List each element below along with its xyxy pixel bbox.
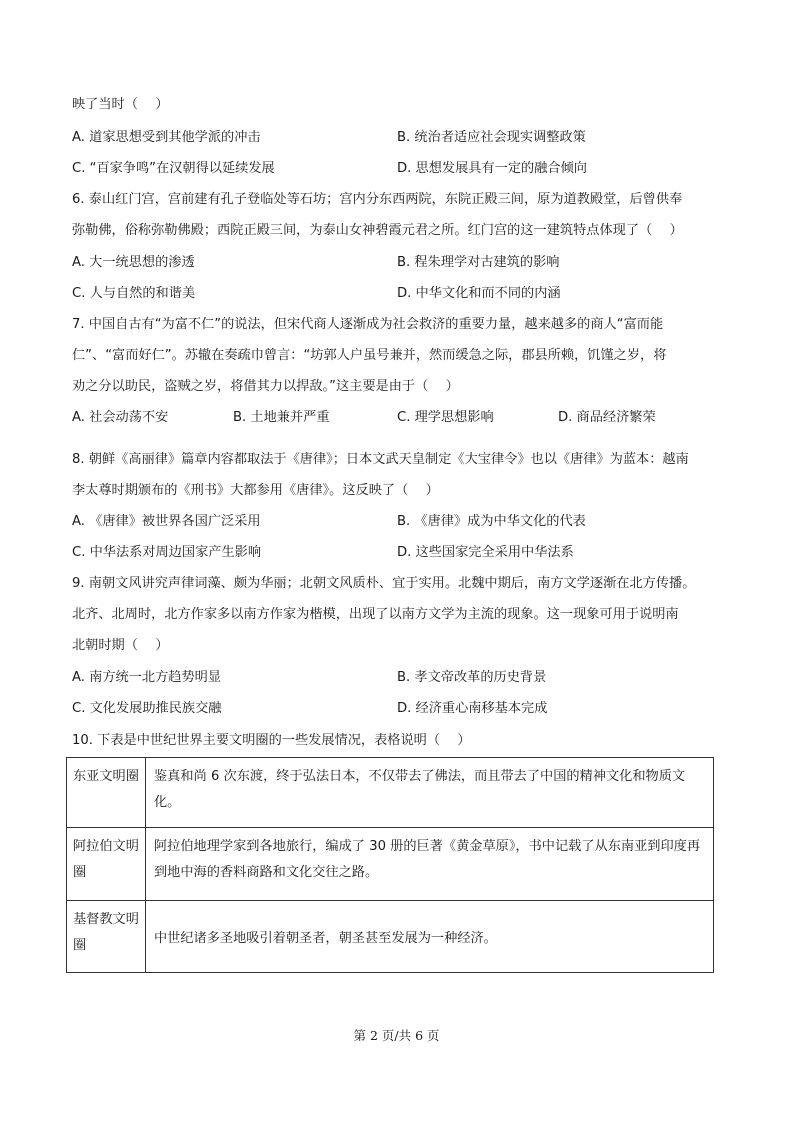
q9-stem-line3: 北朝时期（ ） bbox=[72, 638, 169, 653]
q6-stem-line2: 弥勒佛，俗称弥勒佛殿；西院正殿三间，为泰山女神碧霞元君之所。红门宫的这一建筑特点体现了（ ） bbox=[72, 223, 683, 238]
table-row-content: 鉴真和尚 6 次东渡，终于弘法日本，不仅带去了佛法，而且带去了中国的精神文化和物质文化。 bbox=[146, 758, 714, 828]
q9-option-c: C. 文化发展助推民族交融 bbox=[72, 701, 222, 716]
q5-option-a: A. 道家思想受到其他学派的冲击 bbox=[72, 130, 261, 145]
q6-option-b: B. 程朱理学对古建筑的影响 bbox=[397, 255, 560, 270]
table-row bbox=[67, 758, 714, 828]
table-row-heading: 阿拉伯文明圈 bbox=[67, 828, 146, 901]
q8-option-b: B. 《唐律》成为中华文化的代表 bbox=[397, 514, 586, 529]
q8-option-d: D. 这些国家完全采用中华法系 bbox=[397, 545, 574, 560]
q10-stem: 10. 下表是中世纪世界主要文明圈的一些发展情况，表格说明（ ） bbox=[72, 733, 471, 748]
q5-option-b: B. 统治者适应社会现实调整政策 bbox=[397, 130, 586, 145]
q9-option-b: B. 孝文帝改革的历史背景 bbox=[397, 670, 547, 685]
q9-option-a: A. 南方统一北方趋势明显 bbox=[72, 670, 222, 685]
q6-option-a: A. 大一统思想的渗透 bbox=[72, 255, 195, 270]
q8-option-a: A. 《唐律》被世界各国广泛采用 bbox=[72, 514, 261, 529]
civilization-table bbox=[66, 757, 714, 973]
q6-option-c: C. 人与自然的和谐美 bbox=[72, 286, 196, 301]
q7-option-a: A. 社会动荡不安 bbox=[72, 410, 169, 425]
table-row bbox=[67, 828, 714, 901]
q6-option-d: D. 中华文化和而不同的内涵 bbox=[397, 286, 561, 301]
q7-stem-line1: 7. 中国自古有“为富不仁”的说法，但宋代商人逐渐成为社会救济的重要力量，越来越多的商人“富而能 bbox=[72, 317, 664, 332]
q5-stem-tail: 映了当时（ ） bbox=[72, 97, 169, 112]
q7-option-c: C. 理学思想影响 bbox=[397, 410, 494, 425]
table-row bbox=[67, 901, 714, 973]
q8-option-c: C. 中华法系对周边国家产生影响 bbox=[72, 545, 262, 560]
table-row-content: 中世纪诸多圣地吸引着朝圣者，朝圣甚至发展为一种经济。 bbox=[146, 901, 714, 973]
q8-stem-line2: 李太尊时期颁布的《刑书》大都参用《唐律》。这反映了（ ） bbox=[72, 483, 439, 498]
q8-stem-line1: 8. 朝鲜《高丽律》篇章内容都取法于《唐律》；日本文武天皇制定《大宝律令》也以《唐律》为蓝本：越南 bbox=[72, 452, 689, 467]
q5-option-d: D. 思想发展具有一定的融合倾向 bbox=[397, 161, 587, 176]
q7-stem-line3: 劝之分以助民，盗贼之岁，将借其力以捍敌。”这主要是由于（ ） bbox=[72, 379, 459, 394]
q9-stem-line2: 北齐、北周时，北方作家多以南方作家为楷模，出现了以南方文学为主流的现象。这一现象可用于说明南 bbox=[72, 607, 679, 622]
q7-option-b: B. 土地兼并严重 bbox=[233, 410, 330, 425]
q9-stem-line1: 9. 南朝文风讲究声律词藻、颇为华丽；北朝文风质朴、宜于实用。北魏中期后，南方文学逐渐在北方传播。 bbox=[72, 576, 696, 591]
page-number-footer: 第 2 页/共 6 页 bbox=[353, 1028, 440, 1043]
q6-stem-line1: 6. 泰山红门宫，宫前建有孔子登临处等石坊；宫内分东西两院，东院正殿三间，原为道教殿堂，后曾供奉 bbox=[72, 192, 683, 207]
table-row-heading: 东亚文明圈 bbox=[67, 758, 146, 828]
q7-option-d: D. 商品经济繁荣 bbox=[558, 410, 656, 425]
table-row-content: 阿拉伯地理学家到各地旅行，编成了 30 册的巨著《黄金草原》，书中记载了从东南亚到印度再到地中海的香料商路和文化交往之路。 bbox=[146, 828, 714, 901]
q5-option-c: C. “百家争鸣”在汉朝得以延续发展 bbox=[72, 161, 275, 176]
table-row-heading: 基督教文明圈 bbox=[67, 901, 146, 973]
q9-option-d: D. 经济重心南移基本完成 bbox=[397, 701, 548, 716]
q7-stem-line2: 仁”、“富而好仁”。苏辙在奏疏巾曾言：“坊郭人户虽号兼并，然而缓急之际，郡县所赖，饥馑之岁，将 bbox=[72, 348, 667, 363]
